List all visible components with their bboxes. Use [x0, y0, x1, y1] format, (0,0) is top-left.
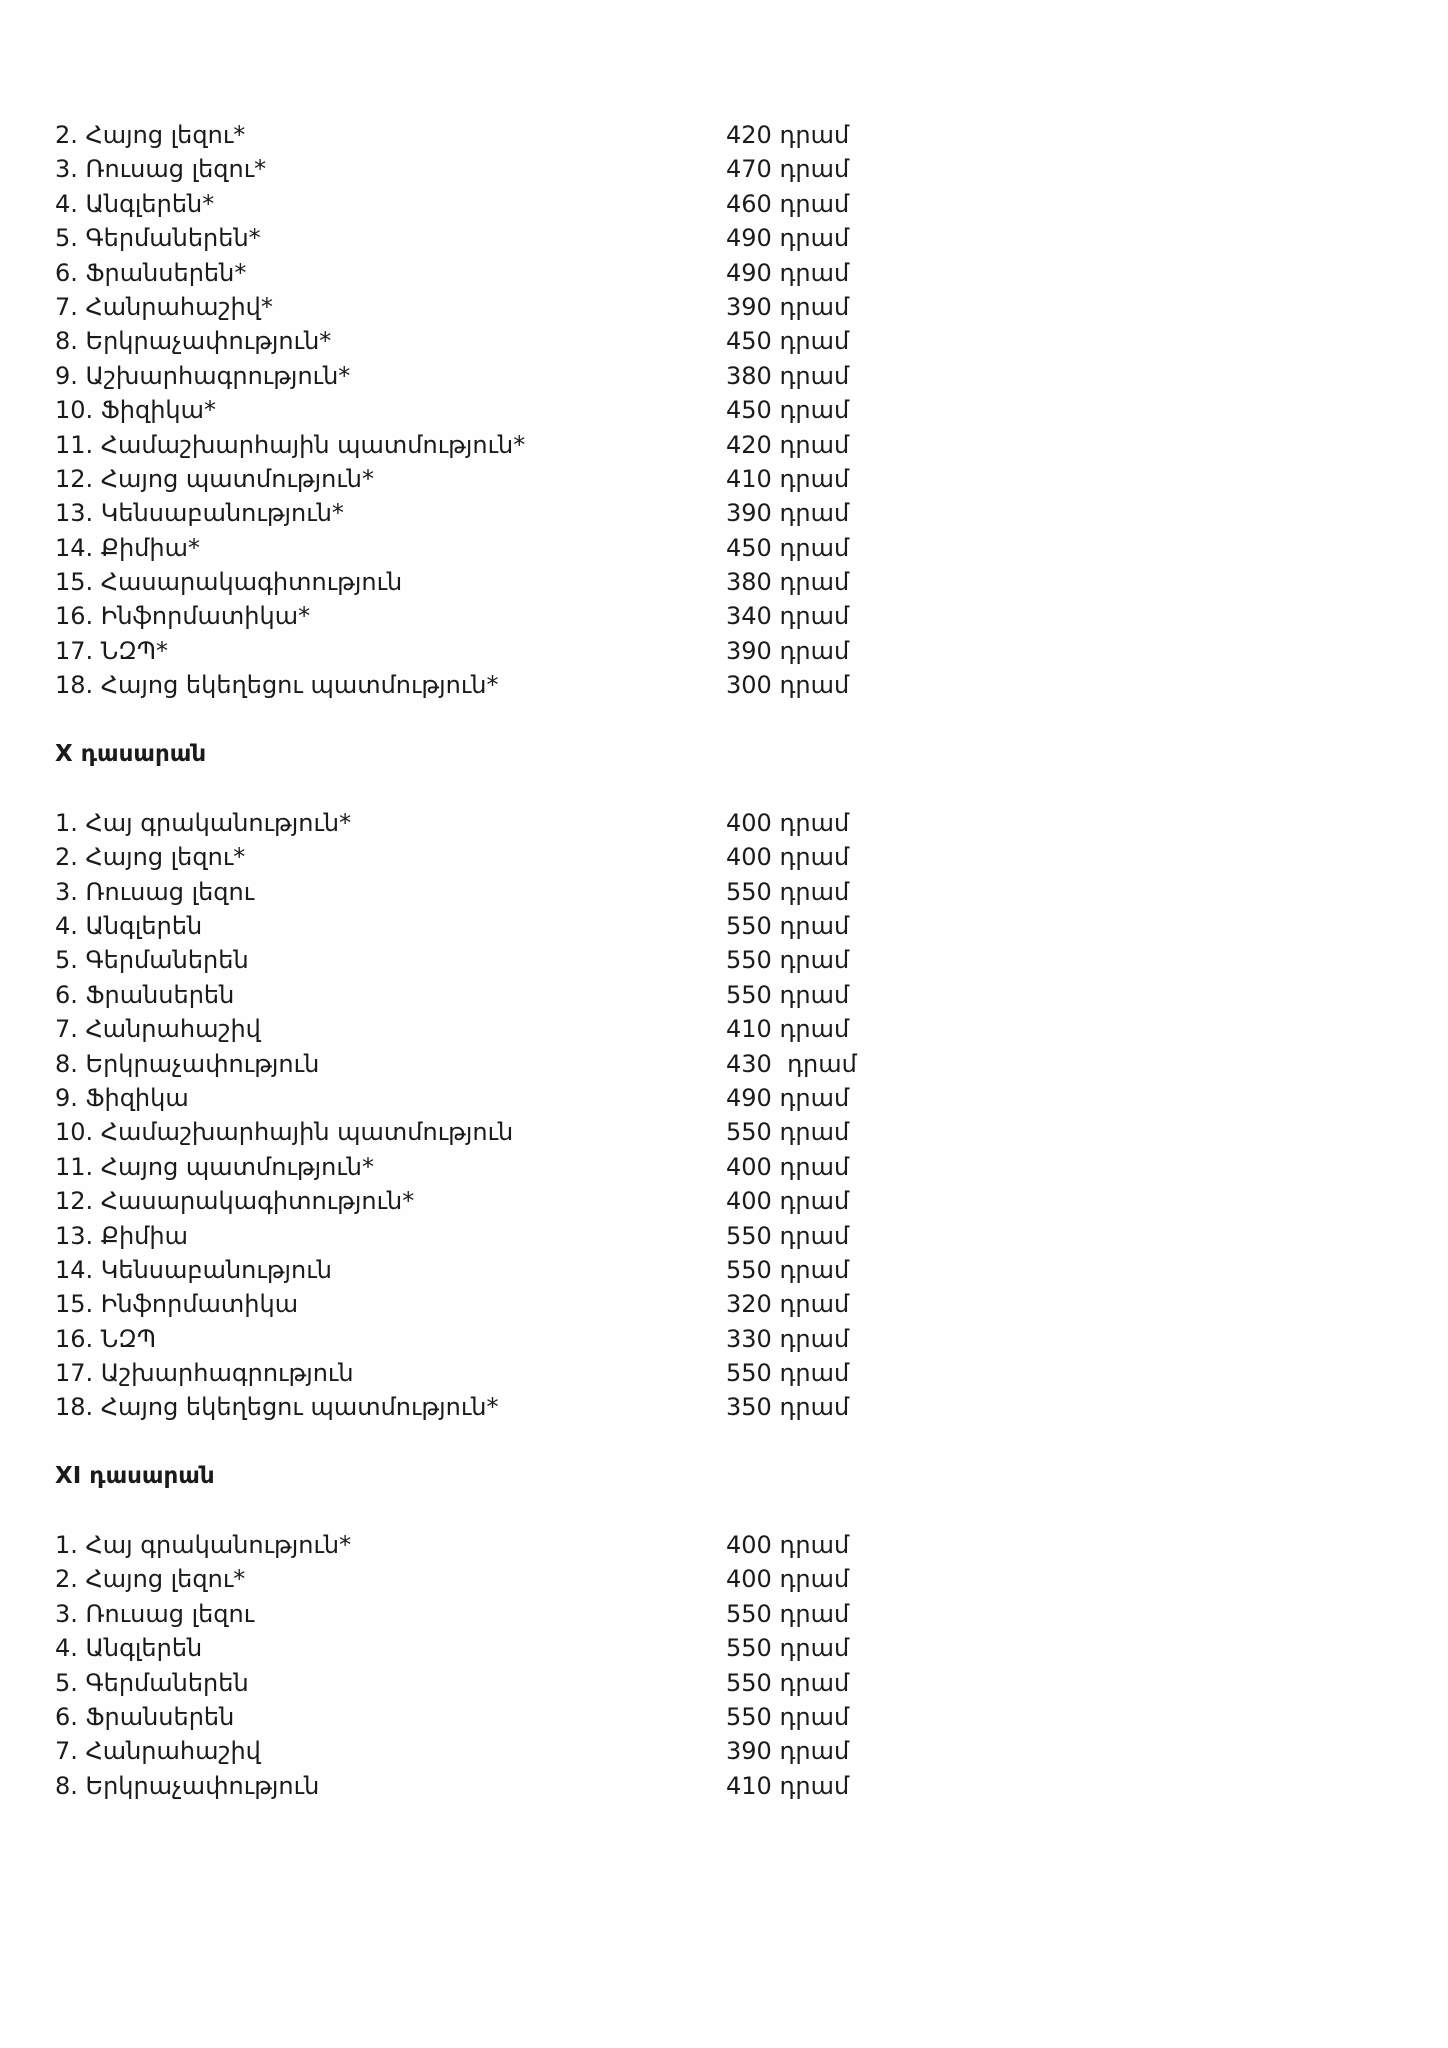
price-row	[55, 1287, 955, 1321]
price-row	[55, 1253, 955, 1287]
price-row	[55, 840, 955, 874]
price-row	[55, 324, 955, 358]
subject-price: 400 դրամ	[726, 1152, 850, 1181]
price-row	[55, 118, 955, 152]
subject-name: 11. Հայոց պատմություն*	[55, 1152, 374, 1181]
spacer	[55, 1425, 955, 1459]
subject-name: 2. Հայոց լեզու*	[55, 121, 246, 149]
subject-name: 15. Հասարակագիտություն	[55, 568, 403, 597]
subject-name: 17. ՆԶՊ*	[55, 636, 169, 665]
price-row	[55, 1597, 955, 1631]
subject-price: 550 դրամ	[726, 1634, 850, 1663]
subject-price: 450 դրամ	[726, 533, 850, 562]
subject-price: 410 դրամ	[726, 1771, 850, 1800]
subject-price: 350 դրամ	[726, 1393, 850, 1422]
subject-price: 550 դրամ	[726, 1702, 850, 1731]
price-row	[55, 152, 955, 186]
subject-price: 400 դրամ	[726, 1565, 850, 1594]
price-row	[55, 1528, 955, 1562]
price-row	[55, 256, 955, 290]
subject-name: 16. ՆԶՊ	[55, 1324, 157, 1353]
subject-price: 550 դրամ	[726, 1668, 850, 1697]
subject-name: 10. Ֆիզիկա*	[55, 396, 217, 425]
price-row	[55, 1356, 955, 1390]
price-row	[55, 359, 955, 393]
subject-name: 10. Համաշխարհային պատմություն	[55, 1118, 514, 1147]
subject-name: 3. Ռուսաց լեզու	[55, 1599, 255, 1628]
price-row	[55, 634, 955, 668]
subject-name: 3. Ռուսաց լեզու	[55, 877, 255, 906]
subject-name: 2. Հայոց լեզու*	[55, 1565, 246, 1594]
subject-name: 6. Ֆրանսերեն	[55, 980, 235, 1009]
price-row	[55, 1012, 955, 1046]
subject-price: 400 դրամ	[726, 1531, 850, 1560]
price-row	[55, 1769, 955, 1803]
subject-name: 18. Հայոց եկեղեցու պատմություն*	[55, 1393, 499, 1422]
subject-name: 4. Անգլերեն	[55, 911, 203, 940]
subject-name: 11. Համաշխարհային պատմություն*	[55, 430, 526, 459]
price-row	[55, 1390, 955, 1424]
subject-name: 14. Քիմիա*	[55, 533, 200, 562]
subject-price: 330 դրամ	[726, 1324, 850, 1353]
subject-price: 430 դրամ	[726, 1049, 857, 1078]
subject-name: 3. Ռուսաց լեզու*	[55, 155, 267, 184]
section-heading: XI դասարան	[55, 1463, 215, 1490]
subject-price: 340 դրամ	[726, 602, 850, 631]
subject-price: 390 դրամ	[726, 636, 850, 665]
subject-name: 2. Հայոց լեզու*	[55, 843, 246, 872]
price-row	[55, 1150, 955, 1184]
subject-price: 550 դրամ	[726, 1359, 850, 1388]
subject-name: 13. Քիմիա	[55, 1221, 188, 1250]
price-row	[55, 1081, 955, 1115]
price-row	[55, 1666, 955, 1700]
price-row	[55, 875, 955, 909]
price-row	[55, 806, 955, 840]
subject-price: 300 դրամ	[726, 671, 850, 700]
subject-name: 5. Գերմաներեն	[55, 946, 249, 975]
subject-price: 390 դրամ	[726, 292, 850, 321]
subject-price: 550 դրամ	[726, 877, 850, 906]
subject-name: 8. Երկրաչափություն*	[55, 327, 332, 356]
spacer	[55, 771, 955, 805]
subject-price: 380 դրամ	[726, 568, 850, 597]
subject-name: 8. Երկրաչափություն	[55, 1771, 320, 1800]
subject-price: 550 դրամ	[726, 1599, 850, 1628]
subject-name: 12. Հայոց պատմություն*	[55, 464, 374, 493]
subject-name: 8. Երկրաչափություն	[55, 1049, 320, 1078]
subject-name: 7. Հանրահաշիվ	[55, 1015, 261, 1044]
price-row	[55, 393, 955, 427]
price-row	[55, 943, 955, 977]
subject-price: 550 դրամ	[726, 946, 850, 975]
subject-name: 6. Ֆրանսերեն	[55, 1702, 235, 1731]
subject-name: 14. Կենսաբանություն	[55, 1255, 332, 1284]
price-row	[55, 1047, 955, 1081]
section-heading: X դասարան	[55, 741, 207, 768]
subject-price: 550 դրամ	[726, 911, 850, 940]
spacer	[55, 703, 955, 737]
subject-name: 1. Հայ գրականություն*	[55, 1531, 352, 1560]
subject-name: 7. Հանրահաշիվ*	[55, 292, 273, 321]
subject-name: 9. Աշխարհագրություն*	[55, 361, 351, 390]
subject-price: 450 դրամ	[726, 327, 850, 356]
subject-name: 5. Գերմաներեն	[55, 1668, 249, 1697]
price-row	[55, 909, 955, 943]
subject-price: 400 դրամ	[726, 1187, 850, 1216]
subject-price: 390 դրամ	[726, 499, 850, 528]
price-row	[55, 978, 955, 1012]
price-row	[55, 221, 955, 255]
price-row	[55, 1322, 955, 1356]
subject-price: 490 դրամ	[726, 258, 850, 287]
subject-name: 4. Անգլերեն*	[55, 189, 215, 218]
subject-price: 460 դրամ	[726, 189, 850, 218]
subject-name: 18. Հայոց եկեղեցու պատմություն*	[55, 671, 499, 700]
price-row	[55, 599, 955, 633]
subject-name: 4. Անգլերեն	[55, 1634, 203, 1663]
subject-price: 420 դրամ	[726, 121, 850, 149]
spacer	[55, 1494, 955, 1528]
price-row	[55, 496, 955, 530]
subject-price: 400 դրամ	[726, 843, 850, 872]
subject-name: 9. Ֆիզիկա	[55, 1083, 189, 1112]
subject-price: 490 դրամ	[726, 224, 850, 253]
subject-price: 380 դրամ	[726, 361, 850, 390]
price-row	[55, 1115, 955, 1149]
subject-price: 550 դրամ	[726, 980, 850, 1009]
subject-price: 550 դրամ	[726, 1118, 850, 1147]
price-row	[55, 462, 955, 496]
price-row	[55, 1184, 955, 1218]
price-row	[55, 1562, 955, 1596]
price-row	[55, 290, 955, 324]
subject-name: 15. Ինֆորմատիկա	[55, 1290, 299, 1319]
subject-price: 420 դրամ	[726, 430, 850, 459]
subject-price: 490 դրամ	[726, 1083, 850, 1112]
price-row	[55, 187, 955, 221]
subject-price: 550 դրամ	[726, 1255, 850, 1284]
price-row	[55, 565, 955, 599]
price-row	[55, 531, 955, 565]
subject-price: 390 դրամ	[726, 1737, 850, 1766]
section-grade-10	[55, 737, 955, 1425]
price-row	[55, 668, 955, 702]
subject-name: 6. Ֆրանսերեն*	[55, 258, 247, 287]
subject-name: 7. Հանրահաշիվ	[55, 1737, 261, 1766]
subject-name: 1. Հայ գրականություն*	[55, 808, 352, 837]
price-row	[55, 1700, 955, 1734]
subject-price: 550 դրամ	[726, 1221, 850, 1250]
subject-price: 470 դրամ	[726, 155, 850, 184]
subject-price: 400 դրամ	[726, 808, 850, 837]
subject-name: 5. Գերմաներեն*	[55, 224, 261, 253]
subject-name: 16. Ինֆորմատիկա*	[55, 602, 311, 631]
section-grade-11	[55, 1459, 955, 1803]
subject-price: 450 դրամ	[726, 396, 850, 425]
price-row	[55, 1219, 955, 1253]
subject-name: 12. Հասարակագիտություն*	[55, 1187, 415, 1216]
price-row	[55, 1631, 955, 1665]
subject-price: 410 դրամ	[726, 464, 850, 493]
subject-name: 13. Կենսաբանություն*	[55, 499, 344, 528]
subject-name: 17. Աշխարհագրություն	[55, 1359, 354, 1388]
price-list-document	[55, 118, 955, 1803]
price-row	[55, 428, 955, 462]
price-row	[55, 1734, 955, 1768]
subject-price: 410 դրամ	[726, 1015, 850, 1044]
subject-price: 320 դրամ	[726, 1290, 850, 1319]
section-continued	[55, 118, 955, 703]
